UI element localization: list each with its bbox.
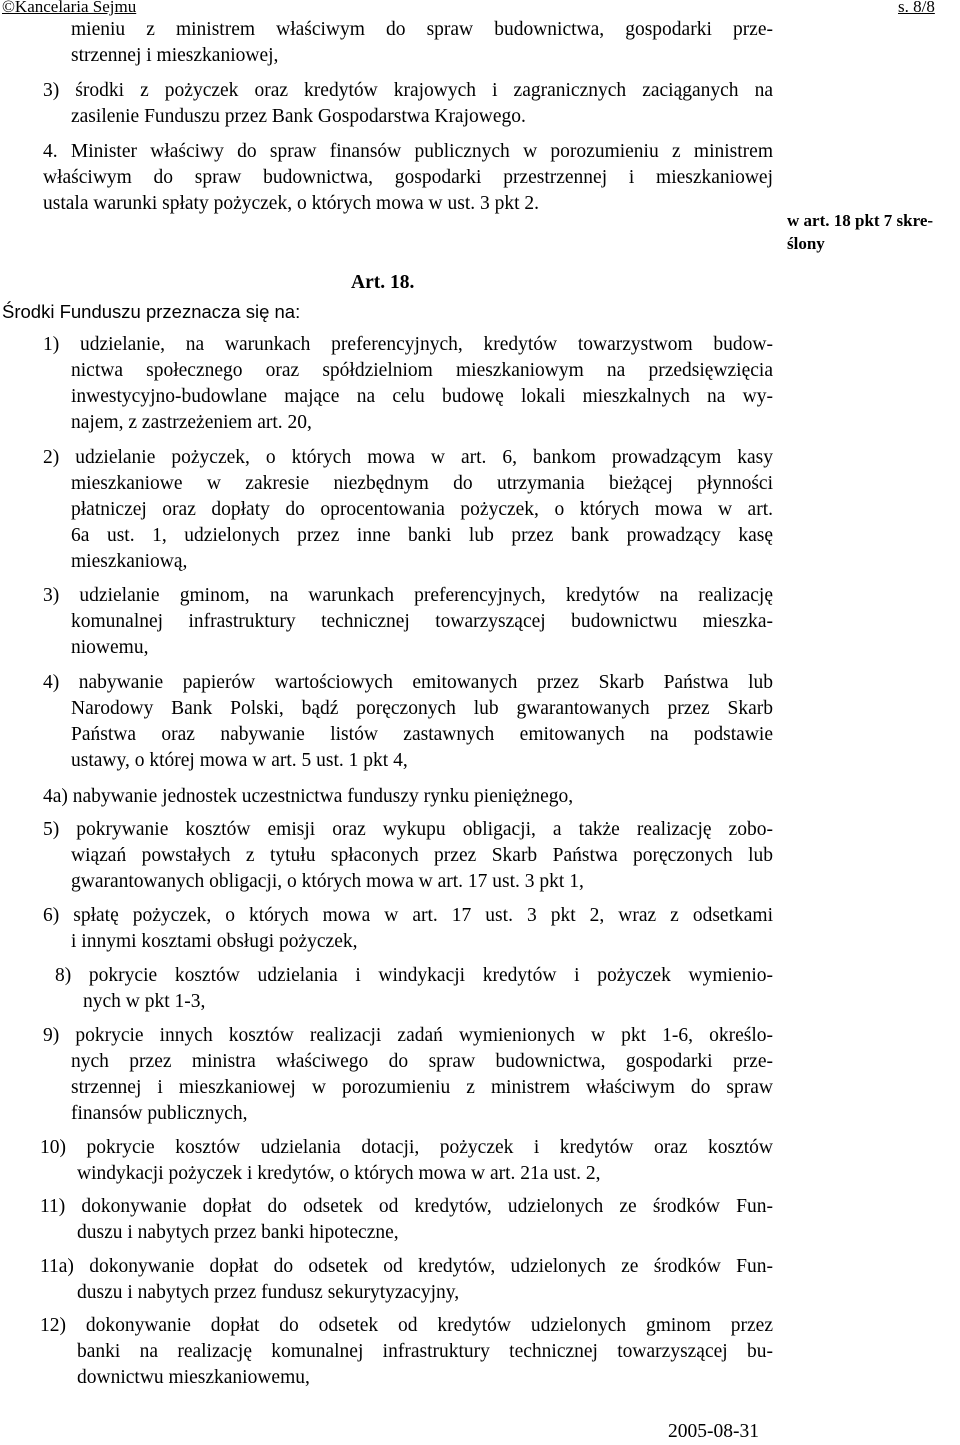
list-item-line: inwestycyjno-budowlane mające na celu budowę lokali mieszkalnych na wy- (71, 386, 773, 407)
list-item-line: 4) nabywanie papierów wartościowych emitowanych przez Skarb Państwa lub (43, 672, 773, 693)
list-item-line: 5) pokrywanie kosztów emisji oraz wykupu obligacji, a także realizację zobo- (43, 819, 773, 840)
list-item-line: ustawy, o której mowa w art. 5 ust. 1 pkt 4, (71, 750, 408, 771)
list-item-line: nictwa społecznego oraz spółdzielniom mieszkaniowym na przedsięwzięcia (71, 360, 773, 381)
list-item-line: 1) udzielanie, na warunkach preferencyjnych, kredytów towarzystwom budow- (43, 334, 773, 355)
article-heading: Art. 18. (351, 272, 415, 293)
list-item-line: 8) pokrycie kosztów udzielania i windykacji kredytów i pożyczek wymienio- (55, 965, 773, 986)
list-item-line: duszu i nabytych przez banki hipoteczne, (77, 1222, 399, 1243)
list-item-line: 12) dokonywanie dopłat do odsetek od kredytów udzielonych gminom przez (40, 1315, 773, 1336)
text-line: ustala warunki spłaty pożyczek, o których mowa w ust. 3 pkt 2. (43, 193, 540, 214)
list-item-line: Państwa oraz nabywanie listów zastawnych emitowanych na podstawie (71, 724, 773, 745)
list-item-line: 6) spłatę pożyczek, o których mowa w art. 17 ust. 3 pkt 2, wraz z odsetkami (43, 905, 773, 926)
list-item-line: komunalnej infrastruktury technicznej towarzyszącej budownictwu mieszka- (71, 611, 773, 632)
text-line: 3) środki z pożyczek oraz kredytów krajowych i zagranicznych zaciąganych na (43, 80, 773, 101)
list-item-line: windykacji pożyczek i kredytów, o których mowa w art. 21a ust. 2, (77, 1163, 601, 1184)
list-item-line: wiązań powstałych z tytułu spłaconych przez Skarb Państwa poręczonych lub (71, 845, 773, 866)
list-item-line: 11) dokonywanie dopłat do odsetek od kredytów, udzielonych ze środków Fun- (40, 1196, 773, 1217)
list-item-line: mieszkaniowe w zakresie niezbędnym do utrzymania bieżącej płynności (71, 473, 773, 494)
text-line: właściwym do spraw budownictwa, gospodarki przestrzennej i mieszkaniowej (43, 167, 773, 188)
page-number[interactable]: s. 8/8 (898, 0, 935, 16)
list-item-line: duszu i nabytych przez fundusz sekurytyzacyjny, (77, 1282, 460, 1303)
list-item-line: 6a ust. 1, udzielonych przez inne banki lub przez bank prowadzący kasę (71, 525, 773, 546)
list-item-line: mieszkaniową, (71, 551, 188, 572)
list-item-line: Narodowy Bank Polski, bądź poręczonych lub gwarantowanych przez Skarb (71, 698, 773, 719)
text-line: 4. Minister właściwy do spraw finansów publicznych w porozumieniu z ministrem (43, 141, 773, 162)
list-item-line: banki na realizację komunalnej infrastruktury technicznej towarzyszącej bu- (77, 1341, 773, 1362)
text-line: strzennej i mieszkaniowej, (71, 45, 279, 66)
text-line: mieniu z ministrem właściwym do spraw budownictwa, gospodarki prze- (71, 19, 773, 40)
list-item-line: 11a) dokonywanie dopłat do odsetek od kredytów, udzielonych ze środków Fun- (40, 1256, 773, 1277)
list-item-line: najem, z zastrzeżeniem art. 20, (71, 412, 312, 433)
list-item-line: downictwu mieszkaniowemu, (77, 1367, 310, 1388)
list-item-line: płatniczej oraz dopłaty do oprocentowania pożyczek, o których mowa w art. (71, 499, 773, 520)
list-item-line: 9) pokrycie innych kosztów realizacji zadań wymienionych w pkt 1-6, określo- (43, 1025, 773, 1046)
text-line: zasilenie Funduszu przez Bank Gospodarstwa Krajowego. (71, 106, 526, 127)
list-item-line: finansów publicznych, (71, 1103, 248, 1124)
list-item-line: i innymi kosztami obsługi pożyczek, (71, 931, 358, 952)
list-item-line: niowemu, (71, 637, 149, 658)
list-item-line: 3) udzielanie gminom, na warunkach preferencyjnych, kredytów na realizację (43, 585, 773, 606)
margin-note: ślony (787, 234, 825, 253)
list-item-line: nych w pkt 1-3, (83, 991, 206, 1012)
list-item-line: 10) pokrycie kosztów udzielania dotacji, pożyczek i kredytów oraz kosztów (40, 1137, 773, 1158)
list-item-line: strzennej i mieszkaniowej w porozumieniu z ministrem właściwym do spraw (71, 1077, 773, 1098)
kancelaria-link[interactable]: ©Kancelaria Sejmu (2, 0, 137, 16)
margin-note: w art. 18 pkt 7 skre- (787, 211, 934, 230)
list-item-line: gwarantowanych obligacji, o których mowa w art. 17 ust. 3 pkt 1, (71, 871, 584, 892)
footer-date: 2005-08-31 (668, 1421, 759, 1442)
list-item-line: nych przez ministra właściwego do spraw budownictwa, gospodarki prze- (71, 1051, 773, 1072)
list-item-line: 4a) nabywanie jednostek uczestnictwa funduszy rynku pieniężnego, (43, 786, 574, 807)
article-intro: Środki Funduszu przeznacza się na: (2, 301, 301, 322)
list-item-line: 2) udzielanie pożyczek, o których mowa w art. 6, bankom prowadzącym kasy (43, 447, 773, 468)
